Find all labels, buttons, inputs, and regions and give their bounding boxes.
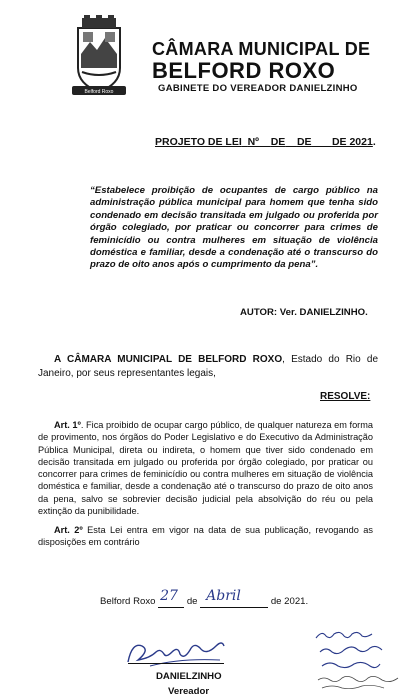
signature-line (128, 663, 224, 664)
date-year: de 2021. (270, 596, 309, 607)
preambulo-rest: , Estado do Rio de Janeiro, por seus representantes legais, (38, 354, 379, 379)
preambulo (38, 353, 378, 381)
projeto-label: PROJETO DE LEI (155, 136, 242, 148)
crest-ribbon-text: Belford Roxo (84, 89, 114, 95)
handwritten-month: Abril (206, 588, 241, 604)
signatory-name: DANIELZINHO (156, 671, 222, 682)
header-subtitle: GABINETE DO VEREADOR DANIELZINHO (158, 83, 358, 94)
header-title-line2: BELFORD ROXO (152, 58, 336, 83)
city: Belford Roxo (100, 596, 156, 607)
header-title-line1: CÂMARA MUNICIPAL DE (152, 39, 371, 59)
resolve-heading: RESOLVE: (320, 391, 371, 402)
received-stamp (312, 626, 404, 692)
date-de-1: de (186, 596, 198, 607)
article-1 (38, 419, 373, 517)
place-date-line (100, 588, 309, 608)
article-2 (38, 524, 373, 549)
handwritten-signature (120, 636, 240, 672)
projeto-heading: PROJETO DE LEI Nº DE DE DE 2021. (155, 136, 376, 148)
ementa: “Estabelece proibição de ocupantes de cargo público na administração pública municipal para homem que tenha sido condenado em decisão transitada em julgado ou proferida por órgão colegiado, por praticar ou concorrer para crimes de feminicídio ou contra mulheres em situação de violência doméstica e familiar, desde a condenação até o transcurso do prazo de oito anos após o cumprimento da pena”. (90, 185, 378, 271)
article-2-text: Esta Lei entra em vigor na data de sua publicação, revogando as disposições em contrário (38, 525, 373, 548)
signatory-role: Vereador (168, 686, 210, 697)
article-1-label: Art. 1º (54, 420, 81, 430)
article-1-text: . Fica proibido de ocupar cargo público, de qualquer natureza em forma de provimento, nos órgãos do Poder Legislativo e do Executivo da Administração Pública Municipal, direta ou indireta, o homem que tiver sido condenado em decisão transitada em julgado ou proferida por órgão colegiado, por praticar ou concorrer para crimes de feminicídio ou contra mulheres em situação de violência doméstica e familiar, desde a condenação até o transcurso do prazo de oito anos da pena, salvo se sobrevier decisão judicial pela absolvição do réu ou pela extinção da punibilidade. (38, 420, 373, 517)
municipal-crest-logo (70, 14, 128, 100)
handwritten-day: 27 (160, 588, 178, 604)
autor-line: AUTOR: Ver. DANIELZINHO. (240, 307, 368, 318)
article-2-label: Art. 2º (54, 525, 83, 535)
preambulo-bold: A CÂMARA MUNICIPAL DE BELFORD ROXO (54, 354, 283, 365)
